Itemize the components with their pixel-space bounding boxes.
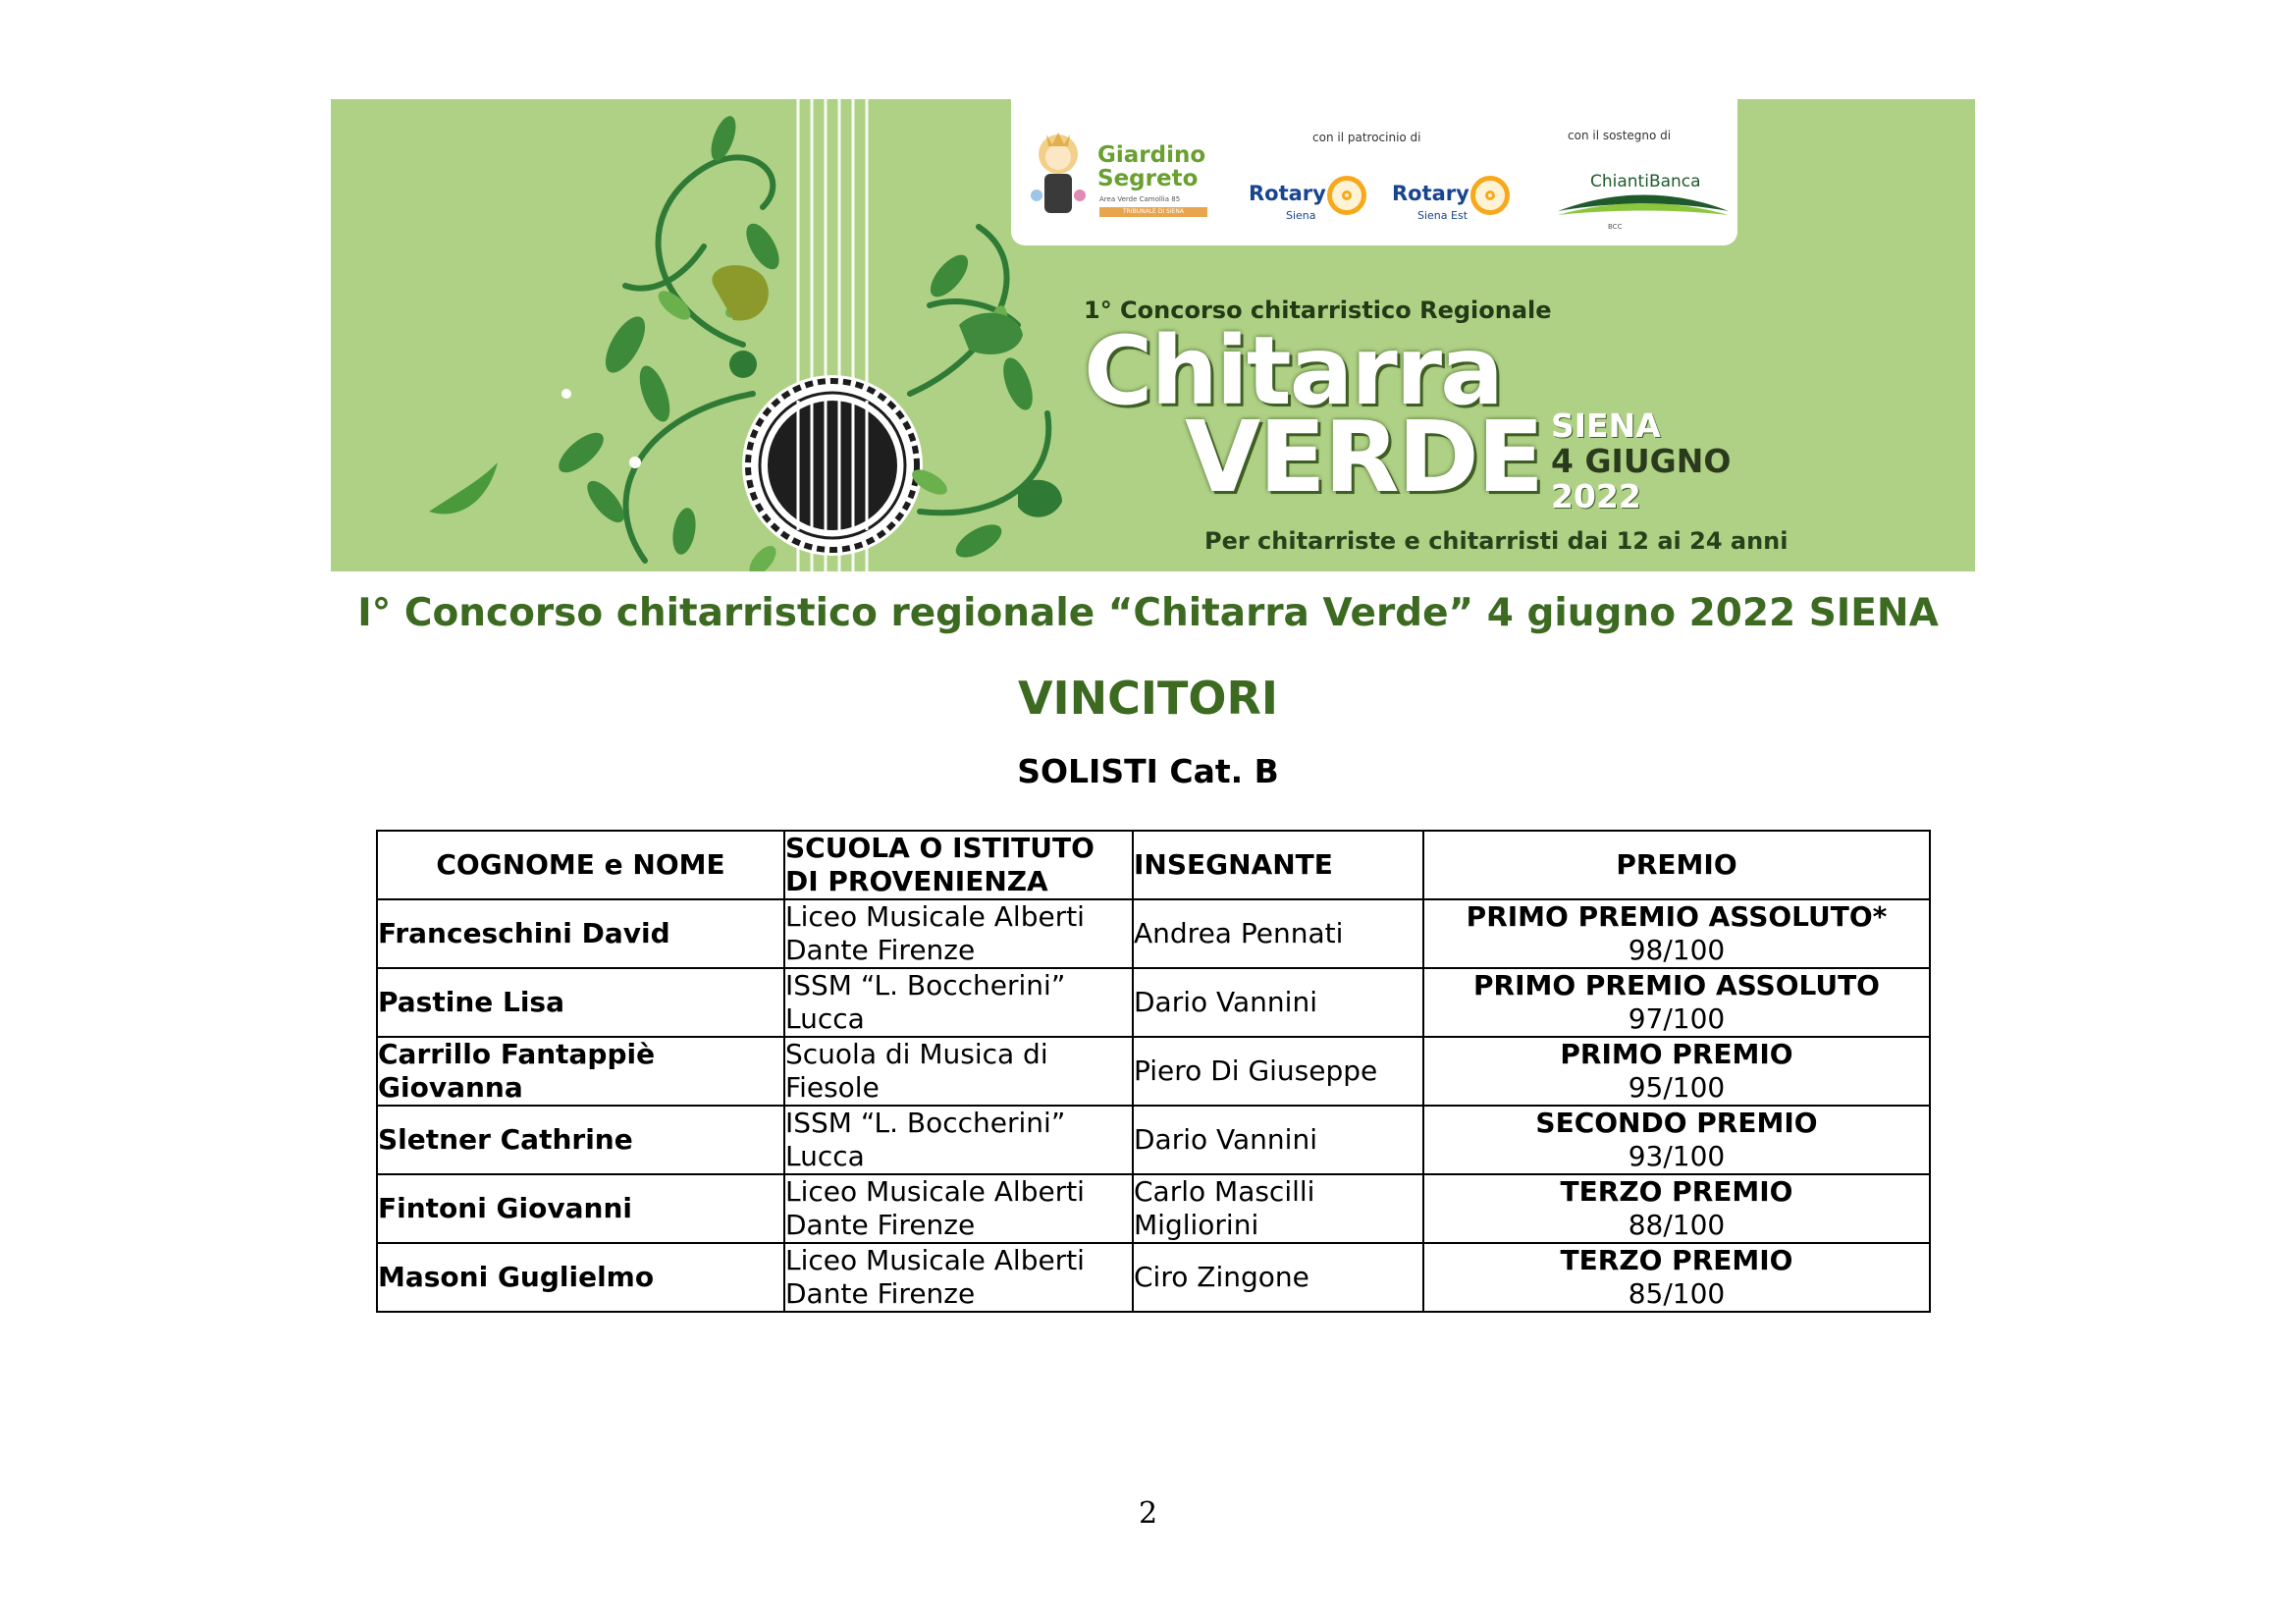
rotary-siena-est-sub: Siena Est [1417, 209, 1468, 222]
cell-name [377, 1174, 784, 1243]
sponsor-subtitle: Area Verde Camollia 85 [1099, 195, 1181, 203]
school-line1: Liceo Musicale Alberti [785, 900, 1085, 933]
document-title: I° Concorso chitarristico regionale “Chitarra Verde” 4 giugno 2022 SIENA [357, 591, 1939, 635]
cell-prize [1423, 1037, 1930, 1106]
name-line1: Carrillo Fantappiè [378, 1038, 656, 1070]
rotary-siena-logo: Rotary [1249, 182, 1326, 205]
cell-name [377, 1243, 784, 1312]
prize-label: PRIMO PREMIO [1560, 1038, 1793, 1070]
school-line1: Liceo Musicale Alberti [785, 1175, 1085, 1208]
header-school [784, 831, 1133, 899]
teacher-line1: Piero Di Giuseppe [1134, 1055, 1378, 1087]
teacher-line1: Dario Vannini [1134, 1123, 1317, 1156]
prize-score: 97/100 [1628, 1002, 1726, 1035]
prize-label: PRIMO PREMIO ASSOLUTO* [1466, 900, 1888, 933]
teacher-line1: Dario Vannini [1134, 986, 1317, 1018]
prize-score: 93/100 [1628, 1140, 1726, 1172]
prize-label: TERZO PREMIO [1560, 1244, 1793, 1276]
teacher-line2: Migliorini [1134, 1209, 1259, 1241]
banner-tagline: Per chitarriste e chitarristi dai 12 ai 24 anni [1204, 527, 1789, 555]
table-row [377, 1106, 1930, 1174]
winners-heading: VINCITORI [1017, 672, 1279, 725]
prize-label: SECONDO PREMIO [1535, 1107, 1818, 1139]
banner-year: 2022 [1551, 477, 1641, 515]
sponsor-name: Giardino [1097, 142, 1206, 168]
cell-teacher [1133, 1037, 1423, 1106]
school-line2: Dante Firenze [785, 1209, 976, 1241]
cell-school [784, 1174, 1133, 1243]
header-school-line1: SCUOLA O ISTITUTO [785, 832, 1095, 864]
cell-prize [1423, 1106, 1930, 1174]
school-line2: Dante Firenze [785, 1277, 976, 1310]
table-header-row [377, 831, 1930, 899]
cell-school [784, 1243, 1133, 1312]
cell-teacher [1133, 1243, 1423, 1312]
banner-verde: VERDE [1185, 400, 1543, 514]
giardino-segreto-logo-icon [1029, 125, 1088, 223]
bcc-label: BCC [1608, 223, 1623, 231]
prize-score: 98/100 [1628, 934, 1726, 966]
chiantibanca-swoosh-icon [1556, 189, 1733, 223]
school-line2: Lucca [785, 1140, 865, 1172]
cell-prize [1423, 1174, 1930, 1243]
patronage-caption: con il patrocinio di [1312, 131, 1421, 144]
category-heading: SOLISTI Cat. B [1017, 752, 1279, 790]
banner-date: 4 GIUGNO [1551, 442, 1732, 480]
teacher-line1: Ciro Zingone [1134, 1261, 1309, 1293]
sponsor-band: TRIBUNALE DI SIENA [1099, 207, 1207, 217]
rotary-wheel-icon [1327, 176, 1366, 215]
header-prize: PREMIO [1423, 831, 1930, 899]
cell-school [784, 899, 1133, 968]
chiantibanca-logo: ChiantiBanca [1590, 172, 1701, 191]
header-teacher: INSEGNANTE [1133, 831, 1423, 899]
cell-name [377, 968, 784, 1037]
table-row [377, 899, 1930, 968]
name-line1: Fintoni Giovanni [378, 1192, 632, 1224]
prize-score: 95/100 [1628, 1071, 1726, 1104]
cell-teacher [1133, 968, 1423, 1037]
cell-name [377, 1106, 784, 1174]
header-name: COGNOME e NOME [377, 831, 784, 899]
rotary-siena-est-logo: Rotary [1392, 182, 1469, 205]
table-row [377, 968, 1930, 1037]
school-line1: Liceo Musicale Alberti [785, 1244, 1085, 1276]
cell-school [784, 1037, 1133, 1106]
page-number: 2 [1138, 1496, 1158, 1531]
prize-label: TERZO PREMIO [1560, 1175, 1793, 1208]
prize-score: 88/100 [1628, 1209, 1726, 1241]
name-line2: Giovanna [378, 1071, 523, 1104]
name-line1: Masoni Guglielmo [378, 1261, 655, 1293]
cell-teacher [1133, 1174, 1423, 1243]
school-line1: ISSM “L. Boccherini” [785, 1107, 1066, 1139]
banner-chitarra: Chitarra [1084, 316, 1502, 426]
table-row [377, 1174, 1930, 1243]
cell-name [377, 899, 784, 968]
school-line2: Fiesole [785, 1071, 880, 1104]
cell-prize [1423, 968, 1930, 1037]
sponsor-name-2: Segreto [1097, 166, 1199, 191]
table-row [377, 1037, 1930, 1106]
header-school-line2: DI PROVENIENZA [785, 865, 1048, 897]
results-table [376, 830, 1931, 1313]
table-row [377, 1243, 1930, 1312]
sponsors-box [1011, 99, 1737, 245]
school-line1: Scuola di Musica di [785, 1038, 1048, 1070]
name-line1: Sletner Cathrine [378, 1123, 633, 1156]
rotary-siena-sub: Siena [1286, 209, 1316, 222]
cell-school [784, 968, 1133, 1037]
cell-teacher [1133, 899, 1423, 968]
school-line2: Dante Firenze [785, 934, 976, 966]
cell-name [377, 1037, 784, 1106]
rotary-wheel-icon [1470, 176, 1510, 215]
cell-prize [1423, 1243, 1930, 1312]
cell-school [784, 1106, 1133, 1174]
support-caption: con il sostegno di [1568, 129, 1672, 142]
teacher-line1: Carlo Mascilli [1134, 1175, 1315, 1208]
school-line1: ISSM “L. Boccherini” [785, 969, 1066, 1001]
teacher-line1: Andrea Pennati [1134, 917, 1344, 949]
event-banner [331, 99, 1975, 571]
banner-city: SIENA [1551, 406, 1661, 445]
school-line2: Lucca [785, 1002, 865, 1035]
cell-prize [1423, 899, 1930, 968]
prize-label: PRIMO PREMIO ASSOLUTO [1473, 969, 1880, 1001]
cell-teacher [1133, 1106, 1423, 1174]
name-line1: Pastine Lisa [378, 986, 564, 1018]
prize-score: 85/100 [1628, 1277, 1726, 1310]
name-line1: Franceschini David [378, 917, 670, 949]
banner-concorso: 1° Concorso chitarristico Regionale [1084, 297, 1552, 324]
